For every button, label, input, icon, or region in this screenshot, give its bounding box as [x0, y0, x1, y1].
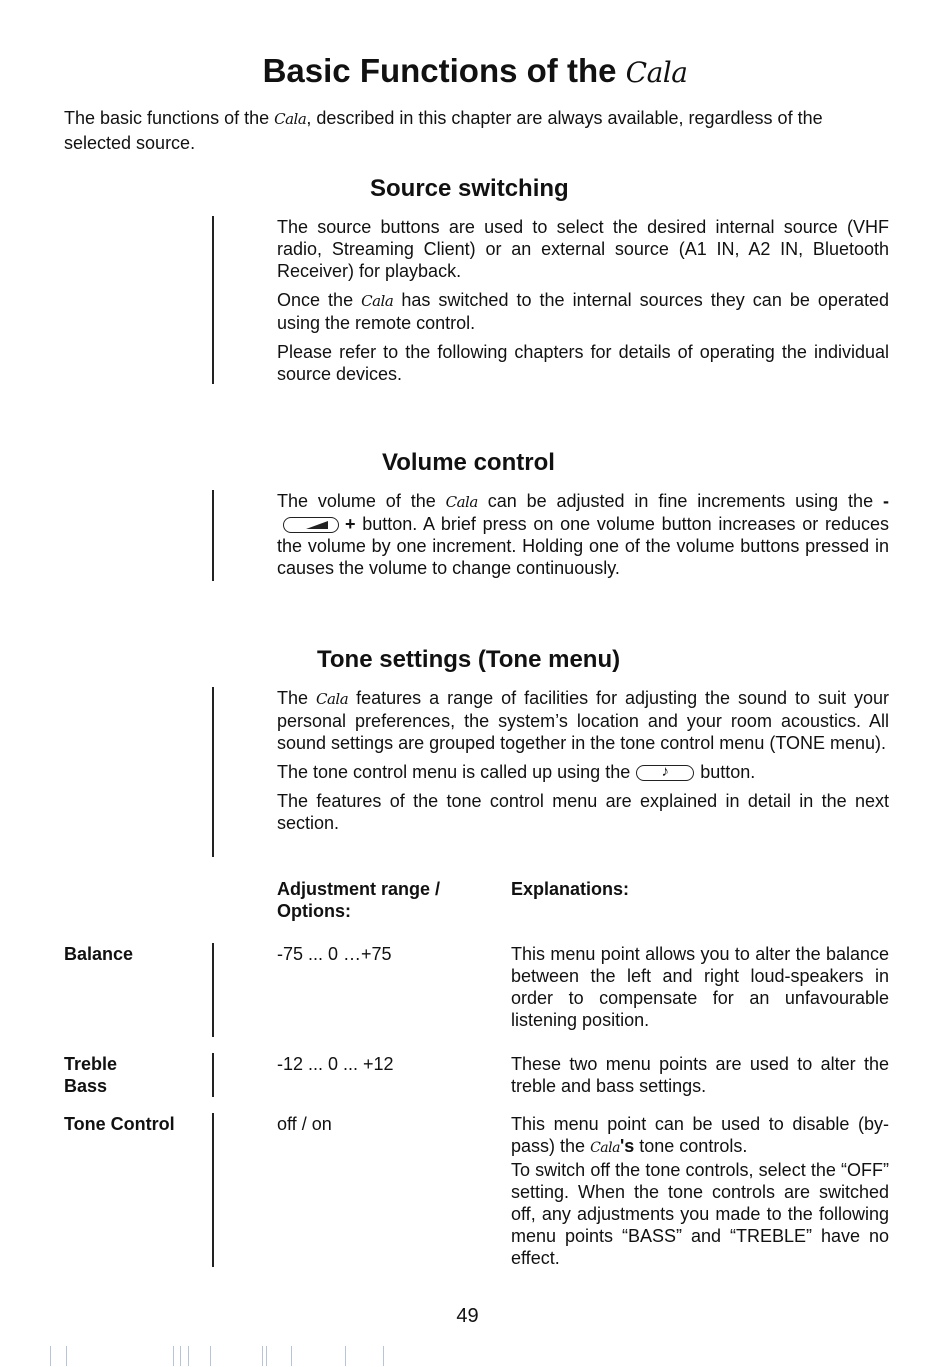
tone-settings-p1: [277, 687, 889, 754]
cala-logo: Cala: [590, 1140, 620, 1156]
scan-mark: [210, 1346, 211, 1366]
change-bar: [212, 1113, 214, 1267]
volume-plus-symbol: +: [345, 514, 356, 534]
source-switching-heading: Source switching: [370, 175, 569, 202]
cala-logo: Cala: [445, 493, 478, 511]
scan-mark: [50, 1346, 51, 1366]
vol-text-mid: can be adjusted in fine increments using the: [487, 491, 874, 511]
tone-settings-p3: The features of the tone control menu are explained in detail in the next section.: [277, 791, 889, 833]
tone-p2-after: button.: [700, 762, 756, 782]
source-switching-p3: Please refer to the following chapters for details of operating the individual source devices.: [277, 342, 889, 384]
cala-logo: Cala: [625, 56, 688, 89]
scan-mark: [262, 1346, 263, 1366]
scan-mark: [173, 1346, 174, 1366]
page-title: [0, 48, 950, 96]
scan-mark: [345, 1346, 346, 1366]
p2-text-after: has switched to the internal sources they can be operated using the remote control.: [277, 290, 889, 333]
intro-paragraph: [64, 106, 884, 155]
intro-text-before: The basic functions of the: [64, 108, 270, 128]
music-note-icon: ♪: [636, 765, 694, 781]
explanation-column-header: Explanations:: [511, 879, 630, 899]
row-label-treble: Treble: [64, 1054, 118, 1074]
source-switching-p2: [277, 289, 889, 334]
scan-mark: [180, 1346, 181, 1366]
volume-control-p1: [277, 490, 889, 579]
cala-logo: Cala: [274, 110, 307, 128]
tone-text-after: features a range of facilities for adjusting the sound to suit your personal preferences, the system’s location and your room acoustics. All sound settings are grouped together in the tone control menu (TONE menu).: [277, 688, 889, 753]
scan-mark: [66, 1346, 67, 1366]
row-label-balance: Balance: [64, 944, 134, 964]
change-bar: [212, 1053, 214, 1097]
row-label-treble-bass: [64, 1053, 117, 1097]
cala-logo: Cala: [361, 292, 394, 310]
scan-mark: [291, 1346, 292, 1366]
tone-p2-before: The tone control menu is called up using the: [277, 762, 631, 782]
tone-text-before: The: [277, 688, 309, 708]
row-explanation-balance: This menu point allows you to alter the balance between the left and right loud-speakers in order to compensate for an unfavourable listening position.: [511, 944, 889, 1030]
volume-wedge-icon: [283, 517, 339, 533]
page-number: 49: [456, 1305, 479, 1327]
row-range-balance: -75 ... 0 …+75: [277, 944, 392, 964]
range-column-header: Adjustment range / Options:: [277, 879, 441, 921]
scan-mark: [266, 1346, 267, 1366]
row-range-tone-control: off / on: [277, 1114, 332, 1134]
source-switching-p1: The source buttons are used to select the desired internal source (VHF radio, Streaming Client) or an external source (A1 IN, A2 IN, Bluetooth Receiver) for playback.: [277, 217, 889, 281]
tone-settings-body: [277, 687, 889, 841]
vol-text-before: The volume of the: [277, 491, 436, 511]
scan-mark: [383, 1346, 384, 1366]
change-bar: [212, 943, 214, 1037]
change-bar: [212, 687, 214, 857]
p2-text-before: Once the: [277, 290, 354, 310]
cala-logo: Cala: [316, 690, 349, 708]
vol-text-after: button. A brief press on one volume button increases or reduces the volume by one increment. Holding one of the volume buttons pressed in causes the volume to change continuously.: [277, 514, 889, 578]
change-bar: [212, 216, 214, 384]
volume-control-heading: Volume control: [382, 449, 555, 476]
row-range-treble-bass: -12 ... 0 ... +12: [277, 1054, 394, 1074]
tone-settings-heading: Tone settings (Tone menu): [317, 646, 621, 673]
scan-mark: [188, 1346, 189, 1366]
source-switching-body: [277, 216, 889, 392]
title-text: Basic Functions of the: [262, 52, 617, 89]
row-label-bass: Bass: [64, 1076, 108, 1096]
row-explanation-tone-control: This menu point can be used to disable (by-pass) the Cala's tone controls. To switch off the tone controls, select the “OFF” setting. When the tone controls are switched off, any adjustments you made to the following menu points “BASS” and “TREBLE” have no effect.: [511, 1114, 889, 1268]
volume-minus-symbol: -: [882, 491, 889, 511]
intro-text-after: , described in this chapter are always available, regardless of the selected source.: [64, 108, 823, 153]
volume-control-body: [277, 490, 889, 586]
row-explanation-treble-bass: These two menu points are used to alter the treble and bass settings.: [511, 1054, 889, 1096]
row-label-tone-control: Tone Control: [64, 1114, 175, 1134]
change-bar: [212, 490, 214, 581]
tone-settings-p2: [277, 761, 889, 783]
